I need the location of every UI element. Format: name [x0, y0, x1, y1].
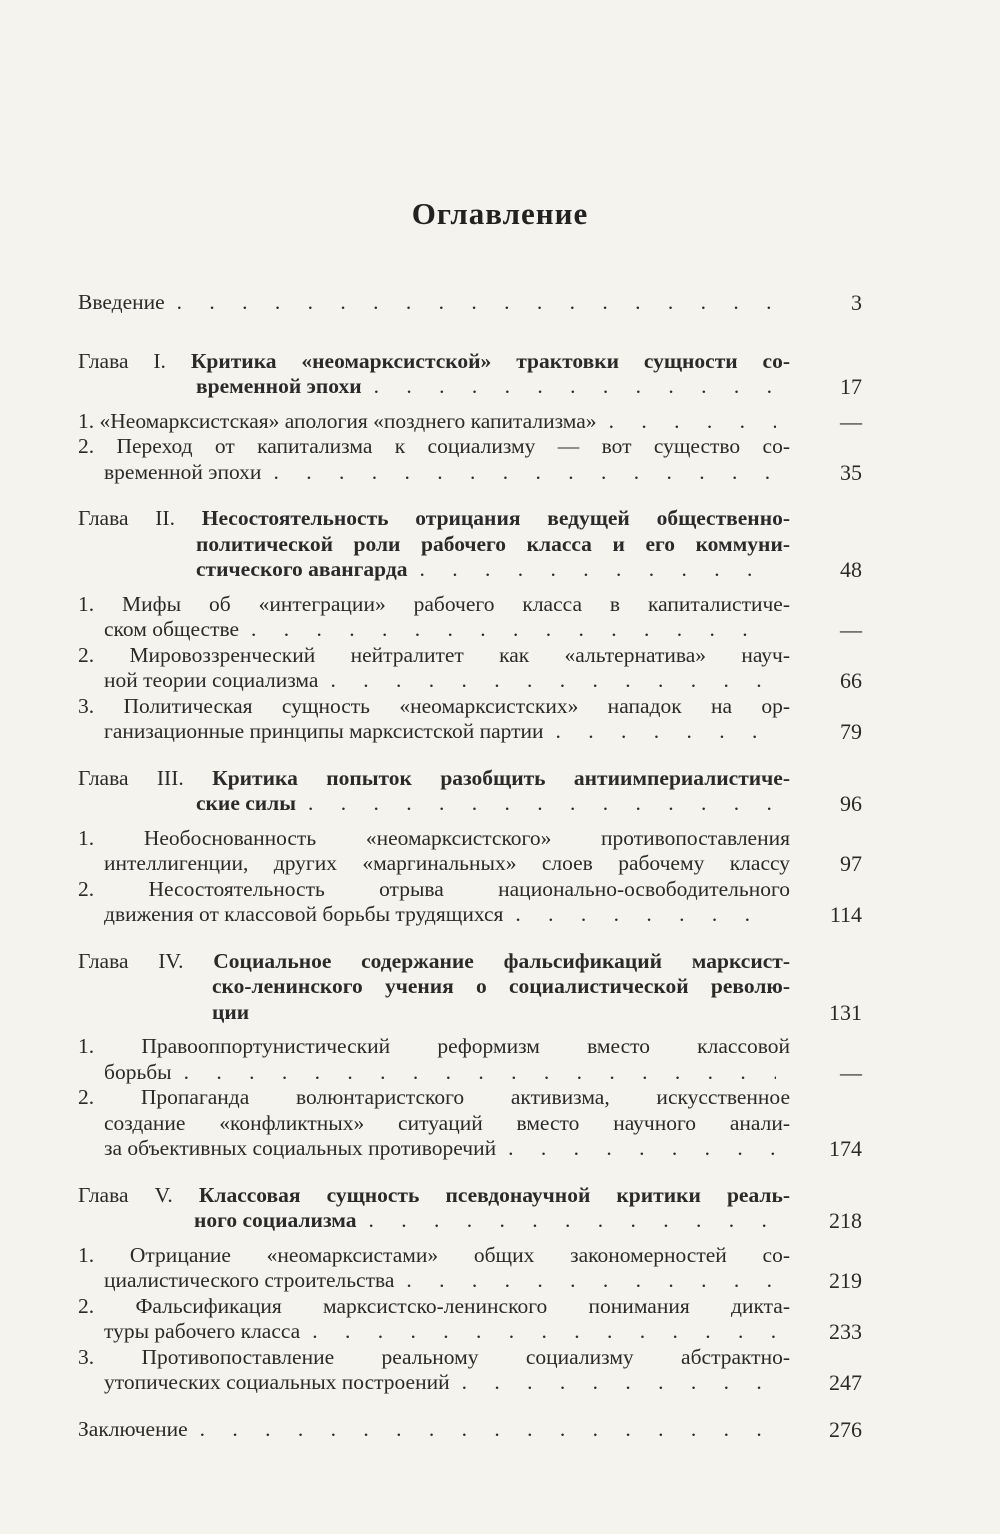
entry-text: 1. Отрицание «неомарксистами» общих закономерностей со-	[78, 1242, 790, 1267]
entry-text: 1. Правооппортунистический реформизм вместо классовой	[78, 1034, 790, 1058]
entry-text: Критика попыток разобщить антиимпериалистиче-	[212, 765, 790, 790]
entry-text: движения от классовой борьбы трудящихся	[104, 902, 504, 926]
entry-text: 3. Противопоставление реальному социализму абстрактно-	[78, 1344, 790, 1369]
entry-text: борьбы	[104, 1059, 172, 1084]
entry-text: ной теории социализма	[104, 668, 319, 692]
entry-text: интеллигенции, других «маргинальных» слоев рабочему классу	[104, 851, 790, 875]
dot-leader	[273, 460, 776, 486]
entry-text: ско-ленинского учения о социалистической револю-	[212, 974, 790, 998]
page-number: 35	[840, 459, 862, 485]
entry-text: Введение	[78, 290, 165, 314]
entry-text: Классовая сущность псевдонаучной критики реаль-	[198, 1182, 790, 1207]
page-number: 131	[829, 999, 862, 1025]
page-number: 174	[829, 1136, 862, 1161]
entry-text: стического авангарда	[196, 557, 408, 581]
page-title: Оглавление	[411, 196, 589, 231]
toc-entry-section[interactable]	[78, 1034, 860, 1085]
entry-text: временной эпохи	[196, 374, 362, 398]
page-number: 66	[840, 668, 862, 693]
entry-text: ском обществе	[104, 617, 240, 641]
entry-text: 1. Мифы об «интеграции» рабочего класса в капиталистиче-	[78, 591, 790, 616]
chapter-label: Глава V.	[78, 1182, 173, 1207]
page-number: 79	[840, 719, 862, 744]
entry-text: 2. Фальсификация марксистско-ленинского понимания дикта-	[78, 1293, 790, 1318]
toc-entry-chapter-2[interactable]	[78, 506, 860, 583]
dot-leader	[515, 902, 776, 928]
toc-entry-chapter-1[interactable]	[78, 349, 860, 400]
entry-text: ганизационные принципы марксистской партии	[104, 719, 544, 743]
entry-text: 1. Необоснованность «неомарксистского» противопоставления	[78, 825, 790, 850]
page-number: 48	[840, 557, 862, 582]
page-number: 3	[851, 290, 862, 315]
page-number: 219	[829, 1268, 862, 1293]
dot-leader	[462, 1370, 776, 1396]
dot-leader	[308, 791, 776, 817]
toc-entry-section[interactable]	[78, 643, 860, 694]
toc-entry-section[interactable]	[78, 1085, 860, 1162]
dot-leader	[330, 668, 776, 694]
entry-text: 2. Пропаганда волюнтаристского активизма, искусственное	[78, 1085, 790, 1109]
toc-entry-section[interactable]	[78, 409, 860, 435]
entry-text: 2. Мировоззренческий нейтралитет как «альтернатива» науч-	[78, 642, 790, 667]
toc-entry-section[interactable]	[78, 826, 860, 877]
entry-text: циалистического строительства	[104, 1268, 395, 1292]
toc-entry-section[interactable]	[78, 877, 860, 928]
dot-leader	[200, 1417, 776, 1443]
entry-text: Заключение	[78, 1416, 188, 1441]
entry-text: ские силы	[196, 791, 297, 815]
entry-text: создание «конфликтных» ситуаций вместо научного анали-	[104, 1110, 790, 1135]
table-of-contents	[78, 290, 860, 1442]
toc-entry-chapter-4[interactable]	[78, 949, 860, 1026]
page-number: —	[840, 617, 862, 642]
entry-text: политической роли рабочего класса и его коммуни-	[196, 531, 790, 556]
dot-leader	[406, 1268, 776, 1294]
dot-leader	[419, 557, 776, 583]
dot-leader	[184, 1060, 776, 1086]
page-number: 17	[840, 374, 862, 399]
toc-entry-section[interactable]	[78, 1345, 860, 1396]
toc-entry-section[interactable]	[78, 434, 860, 485]
chapter-label: Глава IV.	[78, 948, 184, 973]
toc-entry-introduction[interactable]	[78, 290, 860, 316]
page-number: 247	[829, 1370, 862, 1395]
entry-text: туры рабочего класса	[104, 1319, 301, 1343]
entry-text: 2. Несостоятельность отрыва национально-освободительного	[78, 876, 790, 901]
page-number: 218	[829, 1208, 862, 1233]
toc-entry-section[interactable]	[78, 592, 860, 643]
toc-entry-section[interactable]	[78, 1294, 860, 1345]
page-number: 276	[829, 1416, 862, 1442]
dot-leader	[508, 1136, 776, 1162]
page-number: 96	[840, 791, 862, 816]
entry-text: Социальное содержание фальсификаций марксист-	[213, 948, 790, 973]
dot-leader	[369, 1208, 776, 1234]
dot-leader	[177, 290, 776, 316]
toc-entry-section[interactable]	[78, 694, 860, 745]
page-number: 97	[840, 851, 862, 876]
page-number: —	[840, 408, 862, 434]
entry-text: ции	[212, 999, 250, 1024]
chapter-label: Глава III.	[78, 765, 184, 790]
page-number: 233	[829, 1319, 862, 1344]
entry-text: 3. Политическая сущность «неомарксистских» нападок на ор-	[78, 693, 790, 718]
dot-leader	[251, 617, 776, 643]
dot-leader	[609, 409, 776, 435]
toc-entry-chapter-5[interactable]	[78, 1183, 860, 1234]
entry-text: ного социализма	[194, 1208, 357, 1232]
entry-text: Несостоятельность отрицания ведущей общественно-	[201, 506, 790, 530]
chapter-label: Глава II.	[78, 506, 175, 530]
entry-text: 2. Переход от капитализма к социализму — вот существо со-	[78, 434, 790, 458]
page-number: 114	[829, 902, 862, 927]
toc-entry-section[interactable]	[78, 1243, 860, 1294]
toc-entry-conclusion[interactable]	[78, 1417, 860, 1443]
dot-leader	[374, 374, 776, 400]
dot-leader	[312, 1319, 776, 1345]
entry-text: 1. «Неомарксистская» апология «позднего капитализма»	[78, 408, 597, 433]
entry-text: утопических социальных построений	[104, 1370, 450, 1394]
entry-text: за объективных социальных противоречий	[104, 1136, 497, 1160]
chapter-label: Глава I.	[78, 348, 166, 373]
entry-text: Критика «неомарксистской» трактовки сущности со-	[190, 348, 790, 373]
page-number: —	[840, 1059, 862, 1085]
toc-entry-chapter-3[interactable]	[78, 766, 860, 817]
dot-leader	[556, 719, 776, 745]
entry-text: временной эпохи	[104, 459, 262, 484]
